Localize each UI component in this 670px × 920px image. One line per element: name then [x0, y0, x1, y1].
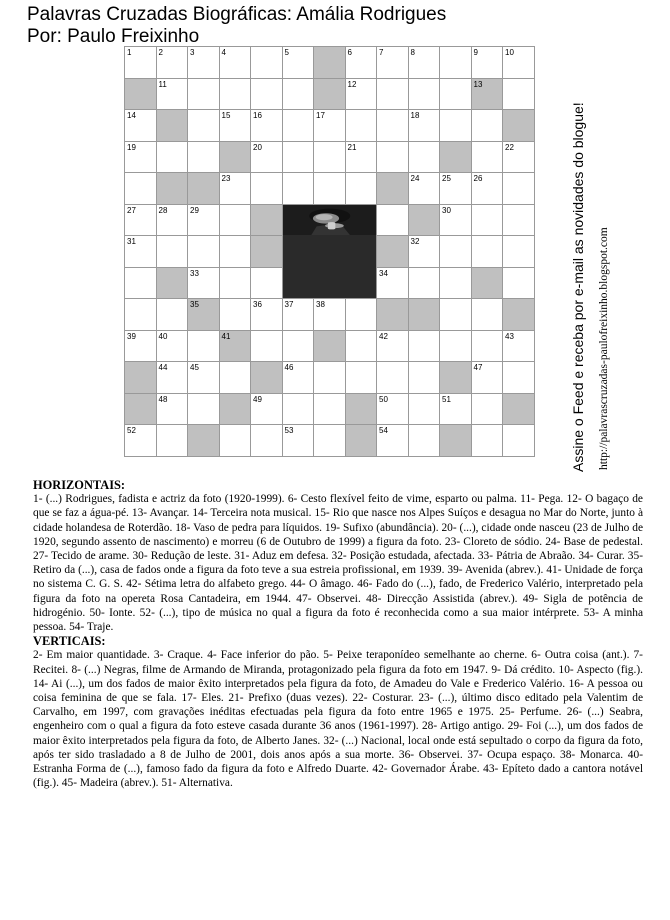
black-cell	[408, 299, 440, 331]
vertical-clue: 10- Aspecto (fig.).	[558, 663, 643, 676]
cell-number: 32	[410, 237, 420, 246]
grid-cell[interactable]	[471, 393, 503, 425]
cell-number: 30	[442, 205, 451, 215]
horizontal-clue: 44- O âmago.	[290, 578, 358, 591]
cell-number: 22	[505, 142, 514, 152]
grid-cell[interactable]	[125, 173, 157, 205]
horizontal-clue: 24- Base de pedestal.	[545, 535, 643, 548]
black-cell	[251, 362, 283, 394]
black-cell	[377, 236, 409, 268]
grid-cell[interactable]	[251, 267, 283, 299]
grid-cell[interactable]	[471, 330, 503, 362]
cell-number: 34	[379, 268, 388, 278]
grid-cell[interactable]	[282, 78, 314, 110]
horizontal-clue: 32- Posição estudada, afectada.	[331, 550, 478, 563]
black-cell	[440, 425, 472, 457]
cell-number: 49	[253, 394, 262, 404]
grid-cell[interactable]	[219, 267, 251, 299]
grid-cell[interactable]	[251, 393, 283, 425]
grid-cell[interactable]	[345, 110, 377, 142]
grid-cell[interactable]	[282, 393, 314, 425]
horizontal-clue: 50- Ionte.	[89, 606, 140, 619]
vertical-clue: 26- (...) Seabra, engenheiro com o qual a figura da foto esteve casada durante 36 anos (1961-1997).	[33, 706, 643, 733]
vertical-clue: 8- (...) Negras, filme de Armando de Miranda, protagonizado pela figura da foto em 1947.	[71, 663, 492, 676]
crossword-grid	[124, 46, 535, 457]
grid-cell[interactable]	[251, 173, 283, 205]
horizontal-clue: 27- Tecido de arame.	[33, 550, 133, 563]
horizontal-clue: 18- Vaso de pedra para líquidos.	[175, 521, 325, 534]
cell-number: 31	[127, 237, 136, 246]
grid-cell[interactable]	[125, 141, 157, 173]
grid-cell[interactable]	[408, 393, 440, 425]
black-cell	[408, 204, 440, 236]
horizontal-clue: 15- Rio que nasce nos Alpes Suíços e desagua no Mar do Norte, junto à cidade holandesa de Roterdão.	[33, 507, 644, 534]
grid-cell[interactable]	[188, 236, 220, 268]
blog-url[interactable]: http://palavrascruzadas-paulofreixinho.blogspot.com	[598, 227, 610, 470]
black-cell	[188, 425, 220, 457]
vertical-clue: 5- Peixe teraponídeo semelhante ao cherne.	[323, 649, 532, 662]
horizontal-clue: 31- Aduz em defesa.	[234, 550, 332, 563]
grid-cell[interactable]	[440, 330, 472, 362]
grid-cell[interactable]	[440, 236, 472, 268]
grid-cell[interactable]	[125, 299, 157, 331]
cell-number: 21	[347, 142, 357, 152]
horizontal-clue: 13- Avançar.	[131, 507, 193, 520]
cell-number: 10	[505, 48, 514, 57]
cell-number: 4	[221, 48, 226, 57]
cell-number: 6	[347, 48, 352, 57]
cell-number: 27	[127, 205, 136, 215]
black-cell	[188, 173, 220, 205]
black-cell	[377, 173, 409, 205]
black-cell	[251, 204, 283, 236]
grid-cell[interactable]	[125, 204, 157, 236]
cell-number: 5	[284, 48, 289, 57]
cell-number: 44	[158, 363, 168, 372]
cell-number: 52	[127, 426, 136, 435]
horizontal-clue: 19- Sufixo (abundância).	[324, 521, 442, 534]
grid-cell[interactable]	[251, 299, 283, 331]
grid-cell[interactable]	[219, 362, 251, 394]
cell-number: 47	[473, 363, 483, 372]
grid-cell[interactable]	[408, 173, 440, 205]
cell-number: 8	[410, 48, 415, 57]
black-cell	[219, 141, 251, 173]
grid-cell[interactable]	[314, 393, 346, 425]
cell-number: 38	[316, 300, 325, 309]
cell-number: 2	[158, 48, 163, 57]
cell-number: 16	[253, 111, 262, 120]
vertical-clue: 14- Ai (...), um dos fados de maior êxito interpretados pela figura da foto, de Amadeu do Vale e Frederico Valério.	[33, 677, 569, 690]
grid-cell[interactable]	[503, 267, 535, 299]
grid-cell[interactable]	[188, 330, 220, 362]
grid-cell[interactable]	[188, 267, 220, 299]
grid-cell[interactable]	[125, 330, 157, 362]
black-cell	[503, 110, 535, 142]
grid-cell[interactable]	[188, 393, 220, 425]
black-cell	[345, 425, 377, 457]
cell-number: 28	[158, 205, 168, 215]
grid-cell[interactable]	[345, 330, 377, 362]
cell-number: 36	[253, 300, 262, 309]
cell-number: 13	[473, 79, 483, 89]
grid-cell[interactable]	[345, 47, 377, 79]
cell-number: 53	[284, 426, 294, 435]
grid-cell[interactable]	[314, 110, 346, 142]
black-cell	[440, 362, 472, 394]
grid-cell[interactable]	[125, 110, 157, 142]
grid-cell[interactable]	[219, 78, 251, 110]
horizontal-clue: 53- A minha pessoa.	[33, 606, 644, 634]
grid-cell[interactable]	[440, 299, 472, 331]
grid-cell[interactable]	[377, 110, 409, 142]
grid-cell[interactable]	[219, 204, 251, 236]
vertical-clue: 6- Outra coisa (ant.).	[531, 649, 634, 662]
horizontal-clue: 30- Redução de leste.	[132, 550, 235, 563]
grid-cell[interactable]	[440, 110, 472, 142]
cell-number: 41	[221, 331, 231, 341]
vertical-clue: 9- Dá crédito.	[491, 663, 559, 676]
grid-cell[interactable]	[408, 267, 440, 299]
horizontal-clue: 54- Traje.	[69, 621, 114, 634]
grid-cell[interactable]	[125, 236, 157, 268]
black-cell	[156, 173, 188, 205]
cell-number: 54	[379, 426, 388, 435]
grid-cell[interactable]	[125, 47, 157, 79]
vertical-clue: 32- (...) Nacional, local onde está sepultado o corpo da figura da foto, após ter sido trasladado a 8 de Julho de 2001, dois anos após a sua morte.	[33, 734, 643, 761]
cell-number: 19	[127, 142, 136, 152]
horizontal-clue: 11- Pega.	[520, 493, 567, 506]
vertical-clues	[33, 648, 643, 790]
grid-cell[interactable]	[440, 204, 472, 236]
cell-number: 15	[221, 111, 231, 120]
horizontal-clue: 33- Pátria de Abraão.	[477, 550, 579, 563]
black-cell	[314, 330, 346, 362]
vertical-clue: 40- Estranha Forma de (...), famoso fado da figura da foto e Alfredo Duarte.	[33, 748, 643, 776]
horizontal-clue: 46- Fado do (...), fado, de Frederico Valério, interpretado pela figura da foto na opereta Rosa Cantadeira, em 1944.	[33, 578, 643, 605]
grid-cell[interactable]	[471, 362, 503, 394]
grid-cell[interactable]	[219, 425, 251, 457]
grid-cell[interactable]	[156, 236, 188, 268]
grid-cell[interactable]	[377, 47, 409, 79]
grid-cell[interactable]	[503, 47, 535, 79]
cell-number: 29	[190, 205, 199, 215]
grid-cell[interactable]	[282, 110, 314, 142]
horizontal-clue: 47- Observei.	[296, 592, 367, 605]
grid-cell[interactable]	[503, 362, 535, 394]
horizontal-clue: 49- Sigla de potência de hidrogénio.	[33, 592, 643, 619]
cell-number: 7	[379, 48, 384, 57]
grid-cell[interactable]	[471, 236, 503, 268]
grid-cell[interactable]	[440, 47, 472, 79]
cell-number: 51	[442, 394, 451, 404]
grid-cell[interactable]	[345, 141, 377, 173]
grid-cell[interactable]	[471, 141, 503, 173]
cell-number: 3	[190, 48, 195, 57]
grid-cell[interactable]	[251, 330, 283, 362]
grid-cell[interactable]	[156, 330, 188, 362]
cell-number: 37	[284, 300, 294, 309]
portrait-image	[283, 205, 377, 236]
clues-section	[33, 478, 643, 790]
black-cell	[471, 78, 503, 110]
vertical-clue: 16- A pessoa ou coisa feminina de que se fala.	[33, 677, 643, 705]
grid-cell[interactable]	[440, 267, 472, 299]
vertical-heading: VERTICAIS:	[33, 634, 106, 649]
black-cell	[503, 393, 535, 425]
grid-cell[interactable]	[251, 78, 283, 110]
grid-cell[interactable]	[408, 110, 440, 142]
horizontal-clue: 52- (...), tipo de música no qual a figura da foto é reconhecida como a sua maior intérprete.	[139, 606, 584, 619]
vertical-clue: 4- Face inferior do pão.	[207, 649, 324, 662]
vertical-clue: 21- Prefixo (duas vezes).	[228, 692, 353, 705]
grid-cell[interactable]	[156, 141, 188, 173]
grid-cell[interactable]	[156, 362, 188, 394]
grid-cell[interactable]	[408, 78, 440, 110]
grid-cell[interactable]	[188, 362, 220, 394]
horizontal-clues	[33, 492, 643, 634]
black-cell	[125, 78, 157, 110]
black-cell	[377, 299, 409, 331]
grid-cell[interactable]	[314, 299, 346, 331]
grid-cell[interactable]	[156, 47, 188, 79]
cell-number: 40	[158, 331, 168, 341]
cell-number: 14	[127, 111, 136, 120]
grid-cell[interactable]	[408, 330, 440, 362]
grid-cell[interactable]	[219, 47, 251, 79]
black-cell	[156, 110, 188, 142]
grid-cell[interactable]	[188, 78, 220, 110]
grid-cell[interactable]	[440, 78, 472, 110]
grid-cell[interactable]	[440, 173, 472, 205]
vertical-clue: 37- Ocupa espaço.	[467, 748, 560, 761]
black-cell	[345, 393, 377, 425]
grid-cell[interactable]	[188, 47, 220, 79]
grid-cell[interactable]	[251, 425, 283, 457]
grid-cell[interactable]	[251, 110, 283, 142]
vertical-clue: 17- Eles.	[181, 692, 229, 705]
cell-number: 23	[221, 174, 231, 183]
horizontal-heading: HORIZONTAIS:	[33, 478, 126, 492]
grid-cell[interactable]	[188, 110, 220, 142]
grid-cell[interactable]	[282, 330, 314, 362]
grid-cell[interactable]	[377, 362, 409, 394]
grid-cell[interactable]	[503, 330, 535, 362]
grid-cell[interactable]	[314, 425, 346, 457]
grid-cell[interactable]	[251, 47, 283, 79]
vertical-clue: 43- Epíteto dado a cantora notável (fig.).	[33, 763, 643, 790]
horizontal-clue: 41- Unidade de força no sistema C. G. S.	[33, 564, 643, 591]
grid-cell[interactable]	[219, 236, 251, 268]
grid-cell[interactable]	[471, 425, 503, 457]
grid-cell[interactable]	[503, 204, 535, 236]
grid-cell[interactable]	[251, 141, 283, 173]
black-cell	[471, 267, 503, 299]
grid-cell[interactable]	[503, 78, 535, 110]
author-line: Por: Paulo Freixinho	[27, 26, 200, 47]
black-cell	[125, 362, 157, 394]
grid-cell[interactable]	[377, 267, 409, 299]
horizontal-clue: 20- (...), cidade onde nasceu (23 de Julho de 1920, segundo assento de nascimento) e morreu (6 de Outubro de 1999) a figura da foto.	[33, 521, 643, 548]
grid-cell[interactable]	[503, 425, 535, 457]
horizontal-clue: 42- Sétima letra do alfabeto grego.	[126, 578, 291, 591]
grid-cell[interactable]	[282, 141, 314, 173]
black-cell	[503, 299, 535, 331]
cell-number: 33	[190, 268, 199, 278]
vertical-clue: 38- Monarca.	[560, 748, 628, 761]
grid-cell[interactable]	[377, 204, 409, 236]
grid-cell[interactable]	[219, 110, 251, 142]
cell-number: 43	[505, 331, 514, 341]
horizontal-clue: 6- Cesto flexível feito de vime, esparto ou palma.	[287, 493, 521, 506]
cell-number: 11	[158, 79, 167, 89]
grid-cell[interactable]	[156, 204, 188, 236]
grid-cell[interactable]	[282, 362, 314, 394]
grid-cell[interactable]	[408, 362, 440, 394]
black-cell	[314, 47, 346, 79]
vertical-clue: 45- Madeira (abrev.).	[61, 777, 162, 790]
grid-cell[interactable]	[156, 78, 188, 110]
grid-cell[interactable]	[408, 425, 440, 457]
vertical-clue: 25- Perfume.	[499, 706, 567, 719]
subscribe-note: Assine o Feed e receba por e-mail as novidades do blogue!	[570, 102, 586, 472]
black-cell	[156, 267, 188, 299]
grid-cell[interactable]	[219, 173, 251, 205]
horizontal-clue: 39- Avenida (abrev.).	[447, 564, 547, 577]
grid-cell[interactable]	[471, 204, 503, 236]
grid-cell[interactable]	[503, 236, 535, 268]
horizontal-clue: 35- Retiro da (...), casa de fados onde a figura da foto teve a sua estreia profissional, em 1939.	[33, 550, 643, 577]
page-title: Palavras Cruzadas Biográficas: Amália Rodrigues	[27, 4, 447, 25]
grid-cell[interactable]	[471, 47, 503, 79]
cell-number: 45	[190, 363, 199, 372]
horizontal-clue: 14- Terceira nota musical.	[192, 507, 315, 520]
grid-cell[interactable]	[156, 299, 188, 331]
cell-number: 42	[379, 331, 388, 341]
black-cell	[188, 299, 220, 331]
vertical-clue: 23- (...), último disco editado pela Valentim de Carvalho, em 1997, com gravações inéditas efectuadas pela figura da foto entre 1965 e 1975.	[33, 692, 644, 719]
grid-cell[interactable]	[314, 173, 346, 205]
vertical-clue: 29- Foi (...), um dos fados de maior êxito interpretados pela figura da foto, de Alberto Janes.	[33, 720, 644, 747]
grid-cell[interactable]	[345, 173, 377, 205]
cell-number: 46	[284, 363, 294, 372]
black-cell	[125, 393, 157, 425]
grid-cell[interactable]	[377, 393, 409, 425]
grid-cell[interactable]	[282, 299, 314, 331]
black-cell	[219, 393, 251, 425]
grid-cell[interactable]	[377, 425, 409, 457]
cell-number: 18	[410, 111, 420, 120]
grid-cell[interactable]	[188, 204, 220, 236]
grid-cell[interactable]	[314, 141, 346, 173]
cell-number: 24	[410, 174, 420, 183]
cell-number: 48	[158, 394, 168, 404]
grid-cell[interactable]	[503, 173, 535, 205]
cell-number: 39	[127, 331, 136, 341]
grid-cell[interactable]	[471, 110, 503, 142]
grid-cell[interactable]	[125, 425, 157, 457]
cell-number: 9	[473, 48, 478, 57]
grid-cell[interactable]	[408, 141, 440, 173]
horizontal-clue: 48- Direcção Assistida (abrev.).	[366, 592, 523, 605]
grid-cell[interactable]	[125, 267, 157, 299]
grid-cell[interactable]	[282, 425, 314, 457]
grid-cell[interactable]	[377, 330, 409, 362]
grid-cell[interactable]	[219, 299, 251, 331]
grid-cell[interactable]	[156, 393, 188, 425]
grid-cell[interactable]	[188, 141, 220, 173]
grid-cell[interactable]	[503, 141, 535, 173]
black-cell	[219, 330, 251, 362]
cell-number: 35	[190, 300, 199, 309]
cell-number: 50	[379, 394, 388, 404]
black-cell	[251, 236, 283, 268]
cell-number: 17	[316, 111, 325, 120]
grid-cell[interactable]	[440, 393, 472, 425]
grid-cell[interactable]	[345, 78, 377, 110]
vertical-clue: 22- Costurar.	[352, 692, 419, 705]
grid-cell[interactable]	[408, 236, 440, 268]
grid-cell[interactable]	[282, 47, 314, 79]
grid-cell[interactable]	[345, 362, 377, 394]
horizontal-clue: 34- Curar.	[578, 550, 628, 563]
grid-cell[interactable]	[471, 299, 503, 331]
grid-cell[interactable]	[377, 141, 409, 173]
horizontal-clue: 1- (...) Rodrigues, fadista e actriz da foto (1920-1999).	[33, 493, 288, 506]
vertical-clue: 51- Alternativa.	[161, 777, 233, 790]
vertical-clue: 36- Observei.	[398, 748, 468, 761]
vertical-clue: 3- Craque.	[153, 649, 208, 662]
grid-cell[interactable]	[282, 173, 314, 205]
grid-cell[interactable]	[471, 173, 503, 205]
vertical-clue: 7- Recitei.	[33, 649, 643, 676]
grid-cell[interactable]	[377, 78, 409, 110]
black-cell	[314, 78, 346, 110]
vertical-clue: 28- Artigo antigo.	[421, 720, 508, 733]
vertical-clue: 2- Em maior quantidade.	[33, 649, 154, 662]
grid-cell[interactable]	[314, 362, 346, 394]
vertical-clue: 42- Governador Árabe.	[372, 763, 484, 776]
black-cell	[440, 141, 472, 173]
photo-amalia	[282, 204, 377, 299]
cell-number: 12	[347, 79, 357, 89]
grid-cell[interactable]	[345, 299, 377, 331]
grid-cell[interactable]	[156, 425, 188, 457]
cell-number: 1	[127, 48, 132, 57]
cell-number: 20	[253, 142, 262, 152]
cell-number: 25	[442, 174, 451, 183]
horizontal-clue: 23- Cloreto de sódio.	[444, 535, 546, 548]
horizontal-clue: 12- O bagaço de que se faz a água-pé.	[33, 493, 643, 520]
grid-cell[interactable]	[408, 47, 440, 79]
cell-number: 26	[473, 174, 483, 183]
